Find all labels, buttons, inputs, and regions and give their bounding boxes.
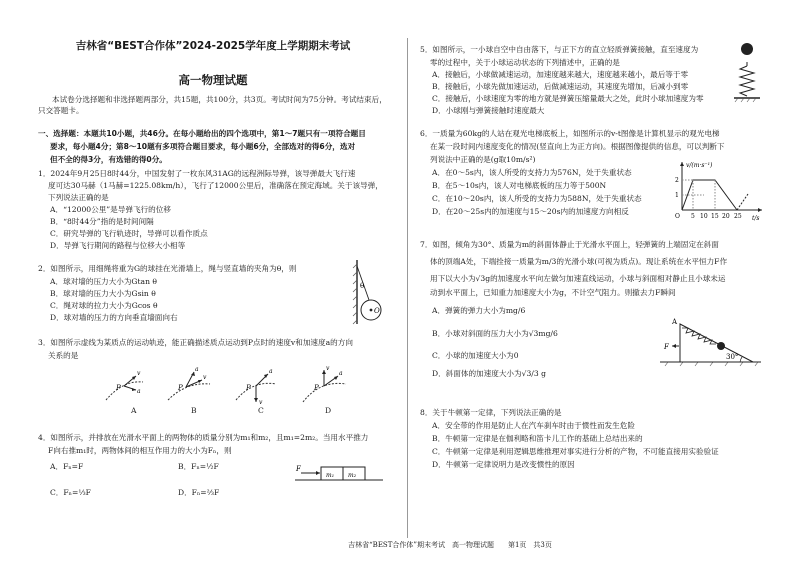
q6-tick-x-10: 10 [700,213,708,220]
q3-c-p: P [246,384,251,392]
page-footer: 吉林省“BEST合作体”期末考试 高一物理试题 第1页 共3页 [348,541,552,549]
q3-label-c: C [258,406,264,415]
q6-tick-x-15: 15 [711,213,719,220]
q7-angle-label: 30° [726,353,739,361]
q7-option-b: B．小球对斜面的压力大小为√3mg/6 [432,329,558,338]
q4-f-label: F [296,465,301,473]
q2-option-b: B．球对墙的压力大小为Gsin θ [50,289,156,298]
q7-stem-3: 用下以大小为√3g的加速度水平向左做匀加速直线运动，小球与斜面相对静止且小球未运 [430,274,726,283]
q2-wall-diagram [343,258,393,328]
q8-option-a: A．安全带的作用是防止人在汽车刹车时由于惯性而发生危险 [432,421,635,430]
q5-spring-diagram [732,40,762,106]
q3-c-v: v [259,399,263,406]
q2-theta-label: θ [360,282,365,290]
q8-stem: 8．关于牛顿第一定律，下列说法正确的是 [420,408,562,417]
q7-option-d: D．斜面体的加速度大小为√3/3 g [432,369,546,378]
q7-incline-diagram [658,312,763,368]
exam-intro: 本试卷分选择题和非选择题两部分，共15题，共100分，共3页。考试时间为75分钟。考试结束后，只交答题卡。 [38,95,387,115]
q5-option-c: C．接触后，小球速度为零的地方就是弹簧压缩量最大之处，此时小球加速度为零 [432,94,704,103]
q3-figure-b [168,366,210,400]
q8-option-b: B．牛顿第一定律是在伽利略和笛卡儿工作的基础上总结出来的 [432,434,643,443]
column-divider [407,38,408,538]
q2-option-c: C．绳对球的拉力大小为Gcos θ [50,301,158,310]
q3-a-a: a [137,388,141,395]
q5-option-d: D．小球刚与弹簧接触时速度最大 [432,106,545,115]
q3-a-p: P [116,384,121,392]
q4-m1-label: m₁ [326,472,335,479]
q4-option-c: C．Fₙ=⅓F [50,488,91,497]
q4-blocks-diagram [293,460,385,486]
q1-option-b: B．“8时44分”指的是时间间隔 [50,217,154,226]
q5-option-a: A．接触后，小球做减速运动，加速度越来越大，速度越来越小，最后等于零 [432,70,689,79]
q1-stem-2: 度可达30马赫（1马赫=1225.08km/h），飞行了12000公里后，准确落在预定海域。关于该导弹， [48,181,383,190]
q6-stem-2: 在某一段时间内速度变化的情况(竖直向上为正方向)。根据图像提供的信息，可以判断下 [430,142,725,151]
q6-stem-3: 列说法中正确的是(g取10m/s²) [430,155,536,164]
section1-line3: 但不全的得3分，有选错的得0分。 [50,155,167,164]
exam-title: 吉林省“BEST合作体”2024-2025学年度上学期期末考试 [75,40,351,52]
q1-option-d: D．导弹飞行期间的路程与位移大小相等 [50,241,186,250]
q3-trajectory-diagrams [98,360,378,418]
q2-option-a: A．球对墙的压力大小为Gtan θ [50,277,157,286]
q3-d-v: v [326,365,330,372]
q3-figure-a [106,370,143,400]
section1-line2: 要求，每小题4分；第8～10题有多项符合题目要求，每小题6分，全部选对的得6分，选对 [50,142,356,151]
q3-figure-c [236,368,276,406]
q4-option-a: A．Fₙ=F [50,462,84,471]
q1-option-c: C．研究导弹的飞行轨迹时，导弹可以看作质点 [50,229,208,238]
q7-stem-2: 体的顶端A处，下端拴接一质量为m/3的光滑小球(可视为质点)。现让系统在水平恒力F作 [430,257,728,266]
q6-axis-v: v/(m·s⁻¹) [686,162,713,169]
q1-stem-1: 1．2024年9月25日8时44分，中国发射了一枚东风31AG的远程洲际导弹，该导弹最大飞行速 [38,169,356,178]
q3-a-v: v [137,370,141,377]
exam-subtitle: 高一物理试题 [178,73,248,87]
q6-tick-x-25: 25 [734,213,742,220]
q6-option-d: D．在20～25s内的加速度与15～20s内的加速度方向相反 [432,207,629,216]
q6-tick-x-20: 20 [722,213,730,220]
q4-option-d: D．Fₙ=⅔F [178,488,220,497]
q6-option-b: B．在5～10s内，该人对电梯底板的压力等于500N [432,181,607,190]
q3-d-a: a [339,370,343,377]
q1-option-a: A．“12000公里”是导弹飞行的位移 [50,205,171,214]
q6-option-a: A．在0～5s内，该人所受的支持力为576N，处于失重状态 [432,168,632,177]
q3-b-p: P [178,384,183,392]
q7-a-label: A [672,318,678,326]
q6-vt-graph [668,158,768,224]
q3-b-v: v [203,374,207,381]
q6-axis-t: t/s [752,215,760,222]
q3-label-a: A [131,406,137,415]
q3-figure-d [303,365,346,402]
q6-stem-1: 6．一质量为60kg的人站在观光电梯底板上，如图所示的v-t图像是计算机显示的观光电梯 [420,129,720,138]
q5-stem-2: 零的过程中，关于小球运动状态的下列描述中，正确的是 [430,58,620,67]
q3-c-a: a [269,368,273,375]
q6-tick-y-2: 2 [675,177,679,184]
section1-line1: 一、选择题：本题共10小题，共46分。在每小题给出的四个选项中，第1～7题只有一项符合题目 [38,129,366,138]
q4-option-b: B．Fₙ=½F [178,462,219,471]
q2-stem: 2．如图所示，用细绳将重为G的球挂在光滑墙上，绳与竖直墙的夹角为θ，则 [38,264,297,273]
q2-option-d: D．球对墙的压力的方向垂直墙面向右 [50,313,178,322]
q5-option-b: B．接触后，小球先做加速运动，后做减速运动，其速度先增加，后减小到零 [432,82,689,91]
q3-label-b: B [191,406,197,415]
q6-tick-y-1: 1 [675,192,679,199]
q7-option-c: C．小球的加速度大小为0 [432,351,519,360]
q3-stem-2: 关系的是 [48,351,79,360]
q5-stem-1: 5．如图所示，一小球自空中自由落下，与正下方的直立轻质弹簧接触，直至速度为 [420,45,699,54]
q6-origin: O [675,213,680,220]
q6-tick-x-5: 5 [691,213,695,220]
q3-stem-1: 3．如图所示虚线为某质点的运动轨迹，能正确描述质点运动到P点时的速度v和加速度a的方向 [38,338,353,347]
q2-o-label: O [374,307,380,315]
q4-stem-2: F向右推m₁时，两物体间的相互作用力的大小为Fₙ，则 [48,446,232,455]
q1-stem-3: 下列说法正确的是 [48,193,109,202]
q7-stem-1: 7．如图，倾角为30°、质量为m的斜面体静止于光滑水平面上，轻弹簧的上端固定在斜面 [420,240,719,249]
q6-option-c: C．在10～20s内，该人所受的支持力为588N，处于失重状态 [432,194,642,203]
q7-option-a: A．弹簧的弹力大小为mg/6 [432,306,526,315]
q4-stem-1: 4．如图所示，并排放在光滑水平面上的两物体的质量分别为m₁和m₂，且m₁=2m₂。当用水平推力 [38,433,369,442]
q3-b-a: a [195,366,199,373]
q4-m2-label: m₂ [348,472,357,479]
q7-stem-4: 动到水平面上，已知重力加速度大小为g，不计空气阻力。则撤去力F瞬间 [430,288,676,297]
q8-option-c: C．牛顿第一定律是利用逻辑思维推理对事实进行分析的产物，不可能直接用实验验证 [432,447,719,456]
q3-label-d: D [325,406,332,415]
q8-option-d: D．牛顿第一定律说明力是改变惯性的原因 [432,460,575,469]
q3-d-p: P [314,384,319,392]
q7-f-label: F [664,343,669,351]
